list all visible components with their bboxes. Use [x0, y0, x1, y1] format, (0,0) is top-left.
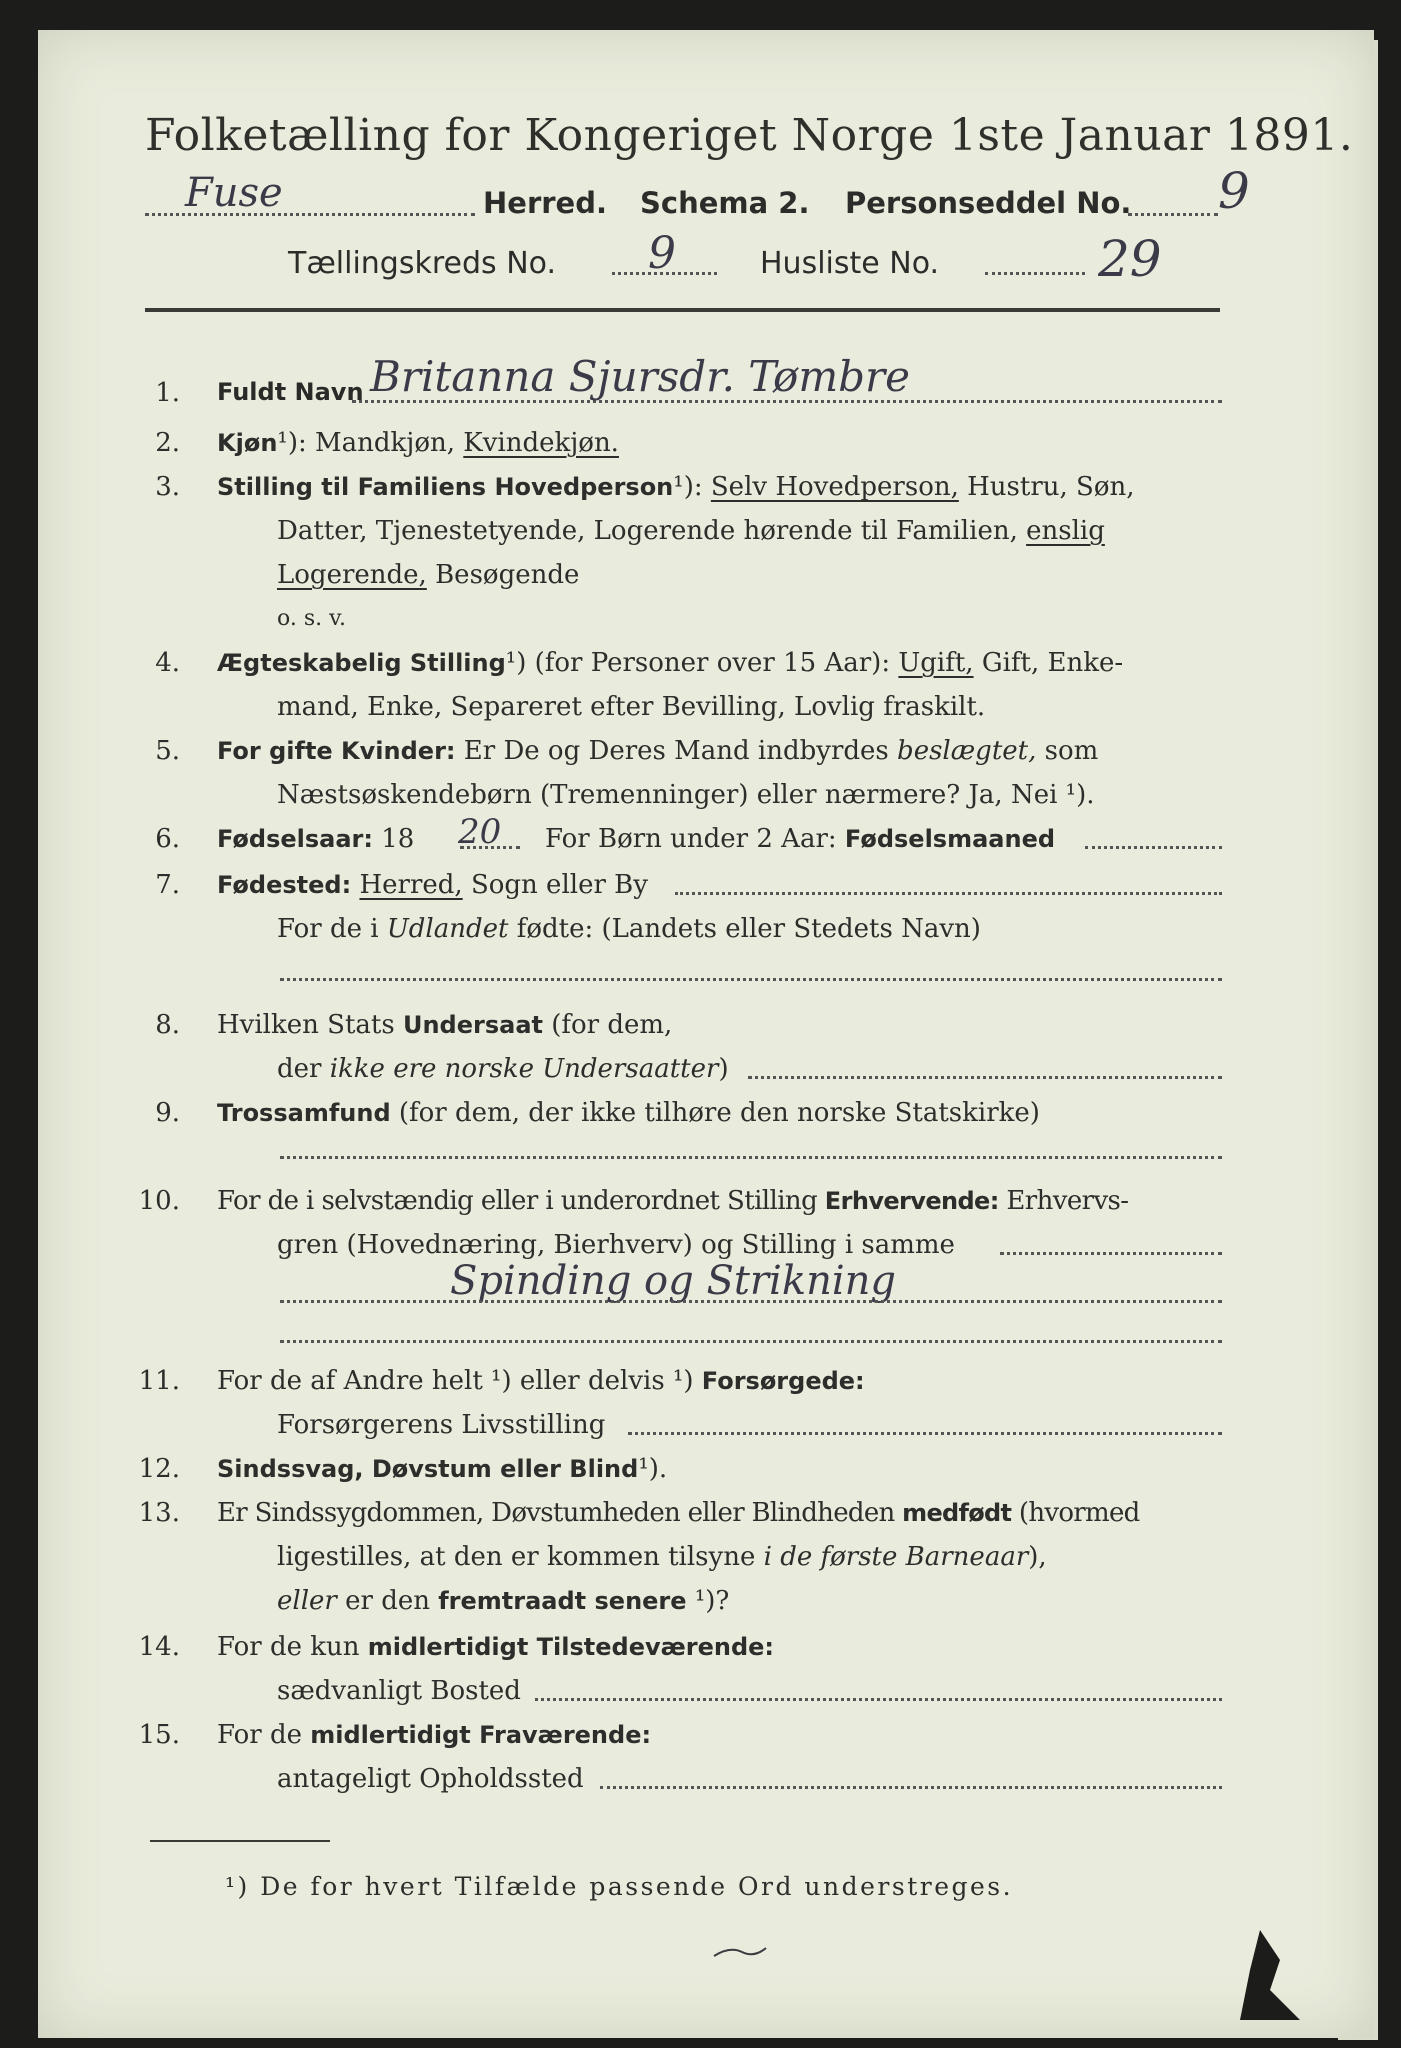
husliste-handwritten: 29 [1098, 230, 1162, 288]
q5-label: For gifte Kvinder: [217, 737, 456, 765]
q10-number: 10. [138, 1186, 180, 1216]
q3-sup: ¹): [673, 472, 703, 502]
q7-number: 7. [155, 870, 180, 900]
q7-line-2a: For de i [277, 914, 379, 944]
q13-line-3-italic: eller [277, 1586, 337, 1616]
q10-dotted-line-1 [1000, 1252, 1222, 1255]
q8-line-1 [217, 1010, 672, 1040]
q13-line-2 [277, 1542, 1047, 1572]
footnote-rule [150, 1840, 330, 1842]
q12-label: Sindssvag, Døvstum eller Blind [217, 1455, 639, 1483]
kreds-label: Tællingskreds No. [288, 246, 556, 281]
header-rule [145, 308, 1220, 312]
q2-option-male: Mandkjøn, [315, 428, 455, 458]
q11-number: 11. [138, 1366, 180, 1396]
ink-mark [710, 1940, 770, 1964]
q5-italic: beslægtet, [897, 736, 1037, 766]
q14-line-1 [217, 1632, 774, 1662]
q9-line-1 [217, 1098, 1040, 1128]
q2-sup: ¹): [277, 428, 307, 458]
q1-label: Fuldt Navn [217, 378, 364, 406]
q6-month-dotted-line [1085, 846, 1222, 849]
q7-dotted-line-2 [280, 978, 1222, 981]
footnote: ¹) De for hvert Tilfælde passende Ord understreges. [225, 1872, 1014, 1901]
q1-handwritten-name: Britanna Sjursdr. Tømbre [370, 352, 910, 401]
q8-line-1b: (for dem, [551, 1010, 673, 1040]
q8-label: Undersaat [402, 1011, 543, 1039]
q11-label: Forsørgede: [701, 1367, 865, 1395]
q6-handwritten-year: 20 [458, 812, 502, 852]
q10-dotted-line-3 [280, 1340, 1222, 1343]
q6-prefix: 18 [381, 824, 415, 854]
q4-line-1 [217, 648, 1123, 678]
husliste-label: Husliste No. [760, 246, 940, 281]
q14-line-1a: For de kun [217, 1632, 360, 1662]
kreds-handwritten: 9 [648, 228, 676, 279]
q10-line-1a: For de i selvstændig eller i underordnet Stilling [217, 1186, 818, 1216]
q13-line-3c: ¹)? [694, 1586, 730, 1616]
q14-dotted-line [535, 1698, 1222, 1701]
q9-dotted-line [280, 1156, 1222, 1159]
personseddel-dotted-line [1128, 213, 1218, 216]
q5-line-2: Næstsøskendebørn (Tremenninger) eller nærmere? Ja, Nei ¹). [277, 780, 1095, 810]
q13-line-2b: ), [1028, 1542, 1047, 1572]
q2-label: Kjøn [217, 429, 278, 457]
q9-label: Trossamfund [217, 1099, 391, 1127]
q15-line-1a: For de [217, 1720, 302, 1750]
q5-number: 5. [155, 736, 180, 766]
q5-rest-1b: som [1044, 736, 1099, 766]
husliste-dotted-line [985, 272, 1085, 275]
q2-option-female-underlined: Kvindekjøn. [463, 428, 619, 458]
torn-corner [1240, 1930, 1310, 2020]
q6-label: Fødselsaar: [217, 825, 373, 853]
q4-label: Ægteskabelig Stilling [217, 649, 506, 677]
q7-dotted-line-1 [675, 892, 1222, 895]
q15-line-1 [217, 1720, 651, 1750]
q13-line-1b: (hvormed [1018, 1498, 1140, 1528]
q3-option-selv-underlined: Selv Hovedperson, [710, 472, 959, 502]
q1-number: 1. [155, 378, 180, 408]
q11-line-1a: For de af Andre helt ¹) eller delvis ¹) [217, 1366, 694, 1396]
q7-label: Fødested: [217, 871, 352, 899]
q14-label: midlertidigt Tilstedeværende: [367, 1633, 775, 1661]
q14-line-2: sædvanligt Bosted [277, 1676, 521, 1706]
q13-line-1a: Er Sindssygdommen, Døvstumheden eller Blindheden [217, 1498, 895, 1528]
q2-number: 2. [155, 428, 180, 458]
q13-line-1 [217, 1498, 1140, 1528]
q13-line-3 [277, 1586, 729, 1616]
q8-line-2-italic: ikke ere norske Undersaatter [329, 1054, 719, 1084]
q6-number: 6. [155, 824, 180, 854]
q3-line-1 [217, 472, 1135, 502]
q15-line-2: antageligt Opholdssted [277, 1764, 584, 1794]
q8-line-2b: ) [718, 1054, 729, 1084]
q13-line-2-italic: i de første Barneaar [763, 1542, 1029, 1572]
q3-line-3b: Besøgende [435, 560, 580, 590]
q11-line-2: Forsørgerens Livsstilling [277, 1410, 606, 1440]
q8-line-2 [277, 1054, 729, 1084]
q3-rest-1: Hustru, Søn, [967, 472, 1135, 502]
q10-line-2: gren (Hovednæring, Bierhverv) og Stilling i samme [277, 1230, 955, 1260]
q6-year-dotted-line [460, 846, 520, 849]
herred-handwritten: Fuse [185, 170, 283, 216]
q8-number: 8. [155, 1010, 180, 1040]
q13-line-2a: ligestilles, at den er kommen tilsyne [277, 1542, 756, 1572]
personseddel-handwritten: 9 [1218, 162, 1250, 220]
q3-option-logerende-underlined: Logerende, [277, 560, 427, 590]
q8-line-2a: der [277, 1054, 322, 1084]
q4-rest-1a: ¹) (for Personer over 15 Aar): [505, 648, 891, 678]
schema-label: Schema 2. [640, 186, 810, 220]
q9-number: 9. [155, 1098, 180, 1128]
q4-line-2: mand, Enke, Separeret efter Bevilling, Lovlig fraskilt. [277, 692, 986, 722]
q2-line [217, 428, 619, 458]
q3-line-3 [277, 560, 579, 590]
q6-line-rest [545, 824, 1055, 854]
q12-number: 12. [138, 1454, 180, 1484]
q7-line-2-italic: Udlandet [386, 914, 509, 944]
q6-rest: For Børn under 2 Aar: [545, 824, 837, 854]
q7-line-2b: fødte: (Landets eller Stedets Navn) [516, 914, 981, 944]
q12-line [217, 1454, 667, 1484]
form-title: Folketælling for Kongeriget Norge 1ste Januar 1891. [145, 110, 1354, 161]
q9-rest: (for dem, der ikke tilhøre den norske Statskirke) [398, 1098, 1040, 1128]
q12-sup: ¹). [638, 1454, 668, 1484]
q15-dotted-line [600, 1786, 1222, 1789]
q5-line-1 [217, 736, 1098, 766]
q3-number: 3. [155, 472, 180, 502]
q10-line-1b: Erhvervs- [1006, 1186, 1129, 1216]
q11-dotted-line [628, 1432, 1222, 1435]
q3-label: Stilling til Familiens Hovedperson [217, 473, 674, 501]
q8-line-1a: Hvilken Stats [217, 1010, 395, 1040]
q10-dotted-line-2 [280, 1300, 1222, 1303]
q10-label: Erhvervende: [824, 1187, 999, 1215]
personseddel-label: Personseddel No. [845, 186, 1132, 220]
q15-label: midlertidigt Fraværende: [310, 1721, 652, 1749]
q3-line-2a: Datter, Tjenestetyende, Logerende hørende til Familien, [277, 516, 1018, 546]
q10-handwritten-occupation: Spinding og Strikning [450, 1258, 896, 1304]
q7-option-herred-underlined: Herred, [359, 870, 463, 900]
q3-line-2 [277, 516, 1105, 546]
q3-option-enslig-underlined: enslig [1026, 516, 1105, 546]
q7-rest: Sogn eller By [470, 870, 648, 900]
q3-line-4: o. s. v. [277, 606, 346, 631]
q11-line-1 [217, 1366, 865, 1396]
q13-line-3-bold: fremtraadt senere [438, 1587, 687, 1615]
q15-number: 15. [138, 1720, 180, 1750]
q6-label-2: Fødselsmaaned [844, 825, 1056, 853]
q6-line [217, 824, 414, 854]
q7-line-1 [217, 870, 648, 900]
herred-dotted-line [145, 213, 475, 216]
q13-line-3a: er den [345, 1586, 430, 1616]
q10-line-1 [217, 1186, 1128, 1216]
q7-line-2 [277, 914, 981, 944]
q4-rest-1b: Gift, Enke- [981, 648, 1124, 678]
herred-label: Herred. [483, 186, 607, 220]
q14-number: 14. [138, 1632, 180, 1662]
q4-number: 4. [155, 648, 180, 678]
q4-option-ugift-underlined: Ugift, [898, 648, 974, 678]
q8-dotted-line [748, 1076, 1222, 1079]
q13-number: 13. [138, 1498, 180, 1528]
q5-rest-1a: Er De og Deres Mand indbyrdes [463, 736, 889, 766]
q13-label: medfødt [902, 1499, 1012, 1527]
